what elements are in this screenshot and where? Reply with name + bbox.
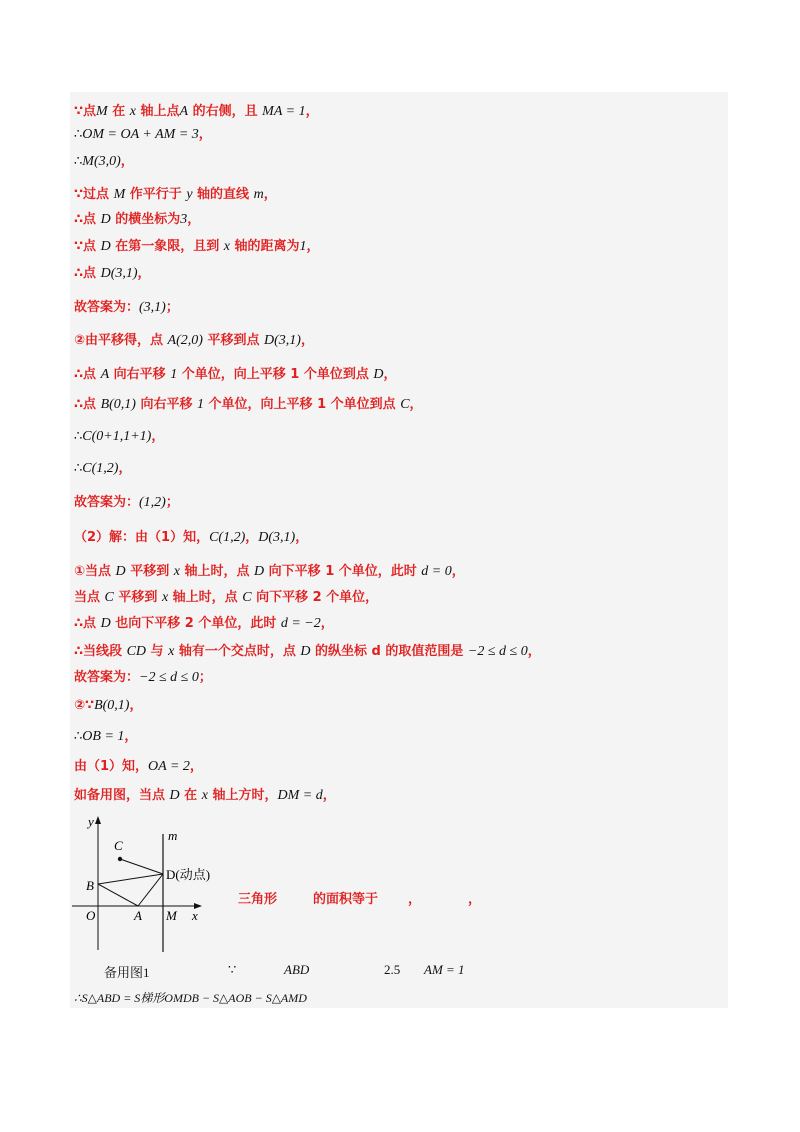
solution-line — [74, 787, 336, 804]
math-expression: (3,1) — [139, 300, 166, 315]
line-text: ， — [300, 333, 314, 348]
line-text: ， — [137, 266, 151, 281]
solution-line — [74, 494, 179, 511]
line-text: ， — [306, 239, 320, 254]
line-text: ∴点 — [74, 266, 101, 281]
caption-am: AM = 1 — [424, 962, 465, 977]
line-text: 轴上点 — [136, 104, 180, 119]
math-expression: −2 ≤ d ≤ 0 — [139, 670, 199, 685]
line-text: ②∵ — [74, 698, 95, 713]
line-text: 在 — [179, 788, 202, 803]
line-text: 轴有一个交点时，点 — [174, 644, 301, 659]
solution-line — [74, 366, 397, 383]
line-text: ， — [305, 104, 319, 119]
solution-line — [74, 529, 308, 546]
math-expression: D(3,1) — [258, 530, 296, 545]
math-expression: −2 ≤ d ≤ 0 — [467, 644, 528, 659]
math-expression: y — [186, 187, 193, 202]
math-expression: x — [161, 590, 169, 605]
line-text: ∴ — [74, 429, 83, 444]
math-expression: CD — [126, 644, 147, 659]
segment-CD — [120, 859, 163, 874]
line-text: 轴上方时， — [207, 788, 278, 803]
line-text: ， — [129, 698, 143, 713]
label-B: B — [86, 878, 94, 893]
line-text: ∴点 — [74, 397, 101, 412]
solution-line — [74, 126, 212, 143]
math-expression: A — [100, 367, 110, 382]
math-expression: D — [100, 239, 111, 254]
caption-value: 2.5 — [384, 962, 401, 977]
math-expression: D — [100, 212, 111, 227]
math-expression: OM = OA + AM = 3 — [82, 127, 199, 142]
math-expression: d = 0 — [421, 564, 452, 579]
math-expression: x — [201, 788, 208, 803]
point-C — [118, 857, 122, 861]
solution-line — [74, 589, 378, 606]
solution-line — [74, 728, 137, 745]
line-text: 向下平移 1 个单位，此时 — [264, 564, 422, 579]
line-text: ， — [198, 127, 212, 142]
solution-line — [74, 186, 277, 203]
solution-line — [74, 460, 131, 477]
math-expression: MA = 1 — [262, 104, 306, 119]
line-text: ∴ — [74, 729, 83, 744]
line-text: ， — [320, 616, 334, 631]
line-text: ， — [451, 564, 465, 579]
figure-caption: 备用图1 — [104, 965, 150, 980]
math-expression: D — [115, 564, 126, 579]
math-expression: (1,2) — [139, 495, 166, 510]
segment-AD — [138, 874, 163, 906]
math-expression: C — [242, 590, 252, 605]
math-expression: 3 — [180, 212, 188, 227]
line-text: 向下平移 2 个单位， — [251, 590, 379, 605]
line-text: ∴ — [74, 127, 83, 142]
math-expression: C — [104, 590, 114, 605]
solution-line — [74, 238, 320, 255]
label-C: C — [114, 838, 123, 853]
math-expression: x — [168, 644, 175, 659]
solution-line — [74, 299, 179, 316]
line-text: 也向下平移 2 个单位，此时 — [110, 616, 281, 631]
solution-line — [74, 643, 541, 660]
solution-line — [74, 153, 134, 170]
line-text: 故答案为： — [74, 300, 140, 315]
line-text: ， — [245, 530, 259, 545]
line-text: 如备用图，当点 — [74, 788, 170, 803]
math-expression: 1 — [299, 239, 307, 254]
solution-line — [74, 265, 151, 282]
line-text: ， — [187, 212, 201, 227]
y-axis-arrow-icon — [95, 816, 101, 824]
line-text: 轴的直线 — [192, 187, 254, 202]
line-text: 与 — [146, 644, 169, 659]
math-expression: C(1,2) — [82, 461, 119, 476]
line-text: 平移到 — [125, 564, 174, 579]
math-expression: OA = 2 — [148, 759, 190, 774]
mid-text-d: ， — [468, 892, 482, 907]
line-text: ， — [118, 461, 132, 476]
line-text: 平移到 — [113, 590, 162, 605]
math-expression: DM = d — [277, 788, 323, 803]
line-text: （2）解：由（1）知， — [74, 530, 210, 545]
math-expression: B(0,1) — [100, 397, 136, 412]
line-text: 的横坐标为 — [110, 212, 181, 227]
math-expression: D — [300, 644, 311, 659]
line-text: ∴ — [74, 461, 83, 476]
label-x: x — [192, 908, 198, 923]
line-text: 轴的距离为 — [229, 239, 300, 254]
solution-line — [74, 697, 142, 714]
line-text: 作平行于 — [125, 187, 187, 202]
line-text: 的纵坐标 d 的取值范围是 — [310, 644, 468, 659]
line-text: ， — [263, 187, 277, 202]
math-expression: x — [223, 239, 230, 254]
label-O: O — [86, 908, 96, 923]
line-text: ； — [165, 495, 179, 510]
line-text: 故答案为： — [74, 670, 140, 685]
line-text: ， — [322, 788, 336, 803]
math-expression: D(3,1) — [264, 333, 301, 348]
math-expression: x — [173, 564, 180, 579]
math-expression: D — [169, 788, 180, 803]
solution-line — [74, 396, 423, 413]
label-M: M — [166, 908, 177, 923]
line-text: 由（1）知， — [74, 759, 149, 774]
line-text: 轴上时，点 — [168, 590, 243, 605]
coordinate-figure — [70, 812, 230, 972]
line-text: 在 — [107, 104, 130, 119]
line-text: ， — [383, 367, 397, 382]
solution-line — [74, 428, 164, 445]
solution-line — [74, 758, 203, 775]
line-text: ； — [165, 300, 179, 315]
label-A: A — [134, 908, 142, 923]
line-text: ∵过点 — [74, 187, 114, 202]
mid-text-c: ， — [408, 892, 422, 907]
line-text: 向右平移 — [109, 367, 171, 382]
line-text: 个单位，向上平移 1 个单位到点 — [204, 397, 401, 412]
solution-line — [74, 332, 314, 349]
math-expression: 1 — [170, 367, 178, 382]
math-expression: OB = 1 — [82, 729, 125, 744]
line-text: ①当点 — [74, 564, 116, 579]
mid-text-a: 三角形 — [238, 892, 278, 907]
line-text: ， — [409, 397, 423, 412]
line-text: ， — [124, 729, 138, 744]
line-text: ， — [527, 644, 541, 659]
math-expression: C(1,2) — [209, 530, 246, 545]
line-text: ； — [198, 670, 212, 685]
math-expression: C(0+1,1+1) — [82, 429, 152, 444]
math-expression: A(2,0) — [167, 333, 203, 348]
line-text: 平移到点 — [202, 333, 264, 348]
math-expression: C — [400, 397, 410, 412]
line-text: ∵点 — [74, 104, 97, 119]
line-text: ∴ — [74, 154, 83, 169]
math-expression: x — [129, 104, 136, 119]
caption-abd: ABD — [284, 962, 310, 977]
line-text: 故答案为： — [74, 495, 140, 510]
solution-line — [74, 563, 465, 580]
line-text: ②由平移得，点 — [74, 333, 168, 348]
mid-text-b: 的面积等于 — [313, 892, 379, 907]
math-expression: D(3,1) — [100, 266, 138, 281]
math-expression: M(3,0) — [82, 154, 121, 169]
math-expression: D — [254, 564, 265, 579]
math-expression: d = −2 — [280, 616, 321, 631]
line-text: ∴当线段 — [74, 644, 127, 659]
line-text: 的右侧，且 — [188, 104, 263, 119]
line-text: ∴点 — [74, 367, 101, 382]
line-text: ∴点 — [74, 616, 101, 631]
solution-line — [74, 211, 200, 228]
solution-line — [74, 669, 212, 686]
line-text: 在第一象限，且到 — [110, 239, 224, 254]
line-text: ∴点 — [74, 212, 101, 227]
line-text: ， — [151, 429, 165, 444]
line-text: 轴上时，点 — [179, 564, 255, 579]
area-formula: ∴S△ABD = S梯形OMDB − S△AOB − S△AMD — [74, 991, 307, 1005]
line-text: 当点 — [74, 590, 105, 605]
label-D: D(动点) — [166, 867, 211, 882]
math-expression: B(0,1) — [94, 698, 130, 713]
label-m: m — [168, 828, 178, 843]
segment-BD — [98, 874, 163, 884]
line-text: 个单位，向上平移 1 个单位到点 — [177, 367, 374, 382]
solution-line — [74, 615, 334, 632]
math-expression: M — [96, 104, 108, 119]
math-expression: 1 — [197, 397, 205, 412]
line-text: ， — [295, 530, 309, 545]
line-text: ∵点 — [74, 239, 101, 254]
line-text: ， — [120, 154, 134, 169]
math-expression: m — [253, 187, 264, 202]
line-text: 向右平移 — [135, 397, 198, 412]
solution-line — [74, 103, 319, 120]
math-expression: A — [179, 104, 189, 119]
line-text: ， — [189, 759, 203, 774]
because-symbol: ∵ — [228, 962, 237, 977]
math-expression: D — [100, 616, 111, 631]
segment-BA — [98, 884, 138, 906]
math-expression: D — [373, 367, 384, 382]
area-formula-line — [74, 990, 307, 1007]
math-expression: M — [113, 187, 126, 202]
label-y: y — [88, 814, 94, 829]
